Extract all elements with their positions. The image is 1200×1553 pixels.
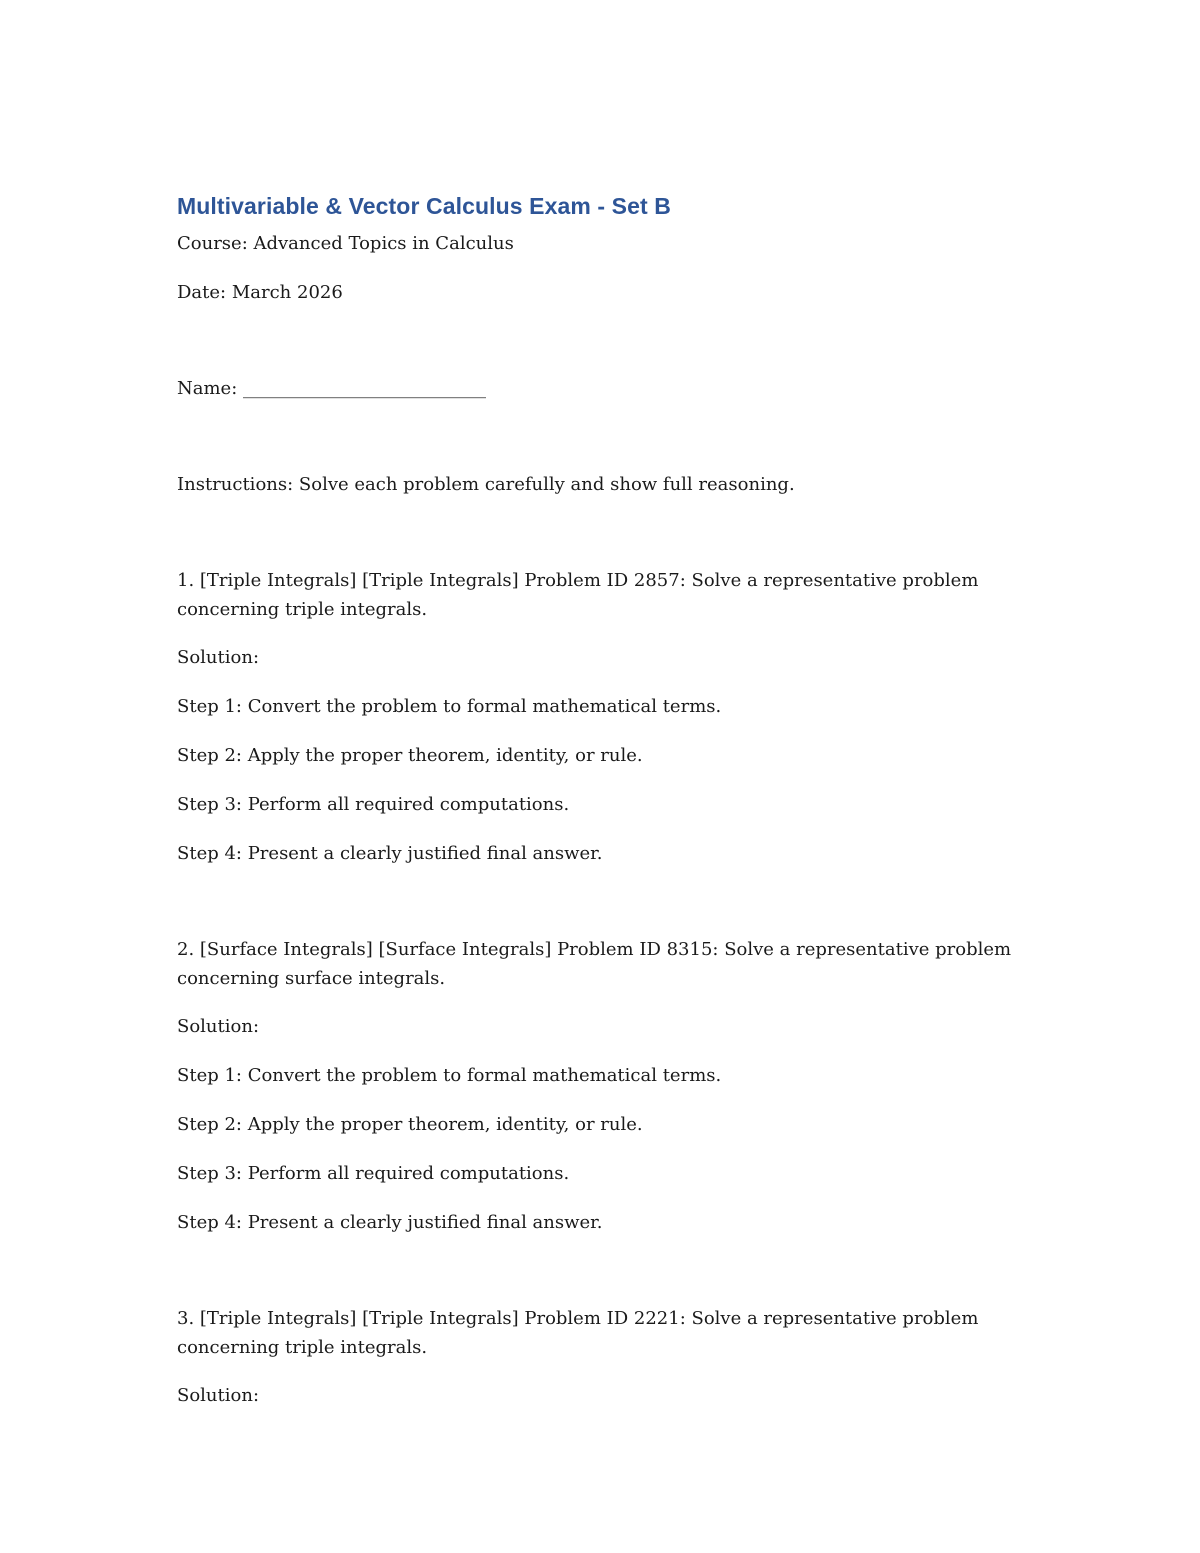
solution-label: Solution: xyxy=(177,647,260,668)
solution-step: Step 4: Present a clearly justified final answer. xyxy=(177,1212,603,1233)
solution-step: Step 3: Perform all required computations. xyxy=(177,1163,570,1184)
solution-label: Solution: xyxy=(177,1016,260,1037)
name-field[interactable]: Name: ___________________________ xyxy=(177,378,486,399)
problem-text: 3. [Triple Integrals] [Triple Integrals] Problem ID 2221: Solve a representative problem concerning triple integrals. xyxy=(177,1308,979,1358)
solution-step: Step 1: Convert the problem to formal mathematical terms. xyxy=(177,1065,722,1086)
solution-step: Step 2: Apply the proper theorem, identity, or rule. xyxy=(177,745,643,766)
solution-step: Step 3: Perform all required computations. xyxy=(177,794,570,815)
problem-block xyxy=(177,935,1027,1237)
course-line: Course: Advanced Topics in Calculus xyxy=(177,233,514,254)
problem-block xyxy=(177,1304,1027,1410)
exam-title: Multivariable & Vector Calculus Exam - Set B xyxy=(177,193,671,219)
date-line: Date: March 2026 xyxy=(177,282,343,303)
instructions: Instructions: Solve each problem carefully and show full reasoning. xyxy=(177,474,795,495)
problem-block xyxy=(177,566,1027,868)
problem-text: 2. [Surface Integrals] [Surface Integrals] Problem ID 8315: Solve a representative problem concerning surface integrals. xyxy=(177,939,1012,989)
solution-step: Step 2: Apply the proper theorem, identity, or rule. xyxy=(177,1114,643,1135)
document-body xyxy=(177,191,1027,1430)
problem-text: 1. [Triple Integrals] [Triple Integrals] Problem ID 2857: Solve a representative problem concerning triple integrals. xyxy=(177,570,979,620)
solution-step: Step 1: Convert the problem to formal mathematical terms. xyxy=(177,696,722,717)
solution-label: Solution: xyxy=(177,1385,260,1406)
solution-step: Step 4: Present a clearly justified final answer. xyxy=(177,843,603,864)
